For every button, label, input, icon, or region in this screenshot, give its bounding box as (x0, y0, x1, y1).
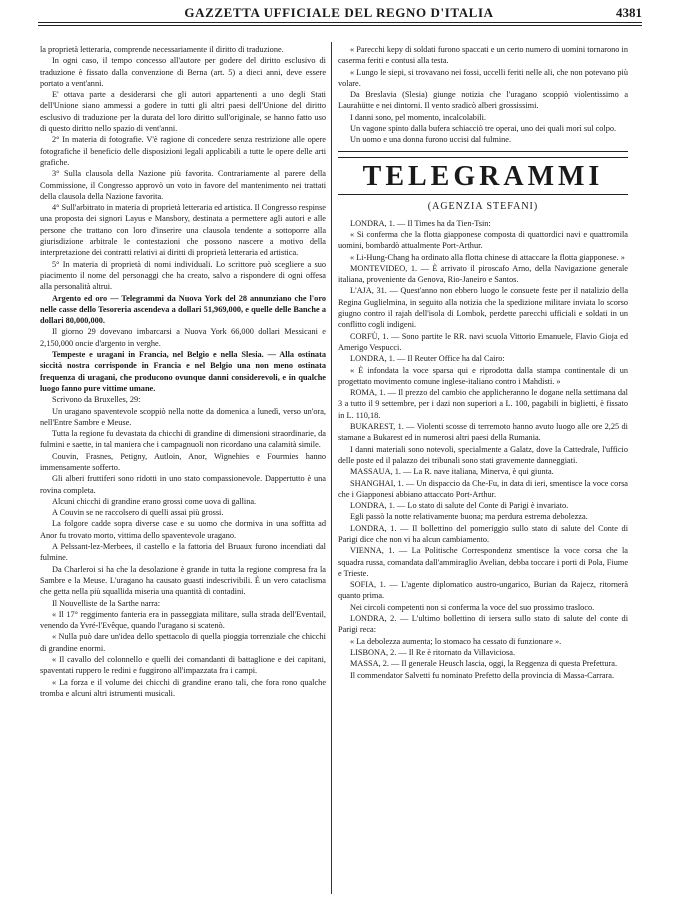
telegram-item: LONDRA, 1. — Il Times ha da Tien-Tsin: (350, 218, 491, 228)
left-column (40, 44, 326, 699)
telegram-item: VIENNA, 1. — La Politische Correspondenz smentisce la voce corsa che la squadra russa, comandata dall'ammiraglio Avelian, debba toccare i porti di Pola, Fiume e Trieste. (338, 546, 628, 578)
paragraph: E' ottava parte a desiderarsi che gli autori appartenenti a uno degli Stati dell'Unione siano ammessi a godere in tutti gli altri paesi dell'Unione del diritto esclusivo di traduzione per la durata del loro diritto sull'originale, se hanno fatto uso di questo diritto nello spazio di vent'anni. (40, 90, 326, 134)
telegram-item: Nei circoli competenti non si conferma la voce del suo prossimo traslocо. (350, 602, 595, 612)
paragraph: « Parecchi kepy di soldati furono spaccati e un certo numero di uomini tornarono in caserma feriti e contusi alla testa. (338, 45, 628, 66)
telegram-item: « Li-Hung-Chang ha ordinato alla flotta chinese di attaccare la flotta giapponese. » (350, 252, 625, 262)
paragraph: « Lungo le siepi, si trovavano nei fossi, uccelli feriti nelle ali, che non potevano più volare. (338, 67, 628, 88)
agency-label: (AGENZIA STEFANI) (427, 200, 539, 212)
paragraph: I danni sono, pel momento, incalcolabili. (350, 112, 486, 122)
telegram-item: SOFIA, 1. — L'agente diplomatico austro-ungarico, Burian da Rajecz, ritornerà quanto prima. (338, 580, 628, 601)
paragraph: la proprietà letteraria, comprende necessariamente il diritto di traduzione. (40, 45, 284, 54)
telegram-item: I danni materiali sono notevoli, specialmente a Galatz, dove la Cattedrale, l'ufficio delle poste ed il palazzo dei tribunali sono stati gravemente danneggiati. (338, 444, 628, 465)
page-number: 4381 (616, 5, 642, 20)
paragraph: A Couvin se ne raccolsero di quelli assai più grossi. (52, 508, 224, 518)
paragraph: Gli alberi fruttiferi sono ridotti in uno stato compassionevole. Dappertutto è una rovina completa. (40, 474, 326, 495)
telegram-item: LONDRA, 1. — Lo stato di salute del Conte di Parigi è invariato. (350, 501, 569, 511)
telegram-item: L'AJA, 31. — Quest'anno non ebbero luogo le consuete feste per il natalizio della Regina Guglielmina, in seguito alla notizia che la spedizione militare inviata lo scorso giugno contro il rajah dell'isola di Lombok, perdette parecchi ufficiali e soldati in un conflitto cogli indigeni. (338, 286, 628, 330)
telegram-item: BUKAREST, 1. — Violenti scosse di terremoto hanno avuto luogo alle ore 2,25 di stamane a Bukarest ed in numerosi altri paesi della Rumania. (338, 422, 628, 443)
paragraph: « La forza e il volume dei chicchi di grandine erano tali, che fora rono qualche tromba e alcuni altri istrumenti musicali. (40, 677, 326, 698)
paragraph: La folgore cadde sopra diverse case e su uomo che dormiva in una soffitta ad Anor fu trovato morto, vittima dello spaventevole uragano. (40, 519, 326, 540)
telegram-item: CORFÙ, 1. — Sono partite le RR. navi scuola Vittorio Emanuele, Flavio Gioja ed Amerigo Vespucci. (338, 331, 628, 352)
paragraph: 5° In materia di proprietà di nomi individuali. Lo scrittore può scegliere a suo piacimento il nome del personaggi che ha creato, salvo a rispondere di ogni offesa alla personalità altrui. (40, 259, 326, 292)
paragraph: 2° In materia di fotografie. V'è ragione di concedere senza restrizione alle opere fotografiche il beneficio delle disposizioni legali applicabili a tutte le opere delle arti grafiche. (40, 135, 326, 167)
telegram-item: LONDRA, 1. — Il bollettino del pomeriggio sullo stato di salute del Conte di Parigi dice che non vi ha alcun cambiamento. (338, 523, 628, 544)
telegram-item: LISBONA, 2. — Il Re è ritornato da Villaviciosa. (350, 647, 516, 657)
paragraph: « Il 17° reggimento fanteria era in passeggiata militare, sulla strada dell'Eventail, venendo da Yvré-l'Evêque, quando l'uragano si scatenò. (40, 609, 326, 631)
paragraph: 4° Sull'arbitrato in materia di proprietà letteraria ed artistica. Il Congresso respinse una proposta dei signori Layus e Mansbory, destinata a permettere agli autori e alle persone che trattano con loro d'inserire una clausola tendente a sottoporre alla giurisdizione arbitrale le contestazioni che possono nascere a motivo della interpretazione dei contratti relativi ai diritti di proprietà letteraria ed artistica. (40, 203, 326, 258)
paragraph: A Pelssant-lez-Merbees, il castello e la fattoria del Bruaux furono incendiati dal fulmine. (40, 542, 326, 563)
telegram-item: ROMA, 1. — Il prezzo del cambio che applicheranno le dogane nella settimana dal 3 a tutto il 9 settembre, per i dazi non superiori a L. 100, pagabili in biglietti, è fissato in L. 110,18. (338, 388, 628, 420)
paragraph: Da Charleroi si ha che la desolazione è grande in tutta la regione compresa fra la Sambre e la Meuse. L'uragano ha causato guasti indescrivibili. È un vero cataclisma che getta nella più squallida miseria una quantità di contadini. (40, 564, 326, 597)
header-rule-bottom (38, 25, 642, 26)
paragraph: Il giorno 29 dovevano imbarcarsi a Nuova York 66,000 dollari Messicani e 2,150,000 oncie d'argento in verghe. (40, 327, 326, 348)
paragraph: Un uragano spaventevole scoppiò nella notte da domenica a lunedì, verso un'ora, nell'Entre Sambre e Meuse. (40, 406, 326, 427)
telegram-item: Egli passò la notte relativamente buona; ma perdura estrema debolezza. (350, 512, 588, 522)
section-rule (338, 151, 628, 152)
telegram-item: MASSA, 2. — Il generale Heusch lascia, oggi, la Reggenza di questa Prefettura. (350, 659, 618, 669)
right-column (338, 44, 628, 681)
paragraph: Tutta la regione fu devastata da chicchi di grandine di dimensioni straordinarie, da fulmini e saette, in tal maniera che i campagnuoli non ricordano una calamità simile. (40, 429, 326, 450)
paragraph: In ogni caso, il tempo concesso all'autore per godere del diritto esclusivo di traduzione è fissato dalla convenzione di Berna (art. 5) a dieci anni, deve essere portato a vent'anni. (40, 56, 326, 88)
paragraph: Scrivono da Bruxelles, 29: (52, 395, 141, 405)
telegrammi-heading: TELEGRAMMI (362, 160, 604, 192)
paragraph: Da Breslavia (Slesia) giunge notizia che l'uragano scoppiò violentissimo a Laurahütte e nei dintorni. Il vento sradicò alberi grossissimi. (338, 90, 628, 111)
header-rule-top (38, 22, 642, 23)
telegram-item: « Si conferma che la flotta giapponese composta di quattordici navi e quattromila uomini, bombardò attualmente Port-Arthur. (338, 229, 628, 251)
telegram-item: Il commendator Salvetti fu nominato Prefetto della provincia di Massa-Carrara. (350, 670, 615, 680)
paragraph: 3° Sulla clausola della Nazione più favorita. Contrariamente al parere della Commissione, il Congresso approvò un voto in favore del mantenimento nei trattati della clausola della Nazione favorita. (40, 169, 326, 201)
telegrammi-rule-top (338, 157, 628, 158)
telegram-item: MASSAUA, 1. — La R. nave italiana, Minerva, è qui giunta. (350, 467, 554, 477)
section-heading-argento: Argento ed oro — Telegrammi da Nuova York del 28 annunziano che l'oro nelle casse dello Tesoreria ascendeva a dollari 51,969,000, e quelle delle Banche a dollari 80,000,000. (40, 293, 326, 326)
telegram-item: « È infondata la voce sparsa qui e riprodotta dalla stampa continentale di un progettato movimento comune inglese-italiano contro i Mahdisti. » (338, 365, 628, 386)
paragraph: Un uomo e una donna furono uccisi dal fulmine. (350, 135, 512, 145)
paragraph: « Il cavallo del colonnello e quelli dei comandanti di battaglione e dei capitani, spaventati ruppero le redini e fuggirono all'impazzata fra i campi. (40, 655, 326, 676)
telegram-item: « La debolezza aumenta; lo stomaco ha cessato di funzionare ». (350, 636, 562, 646)
paragraph: Couvin, Frasnes, Petigny, Autloin, Anor, Wignehies e Fourmies hanno immensamente sofferto. (40, 451, 326, 472)
paragraph: « Nulla può dare un'idea dello spettacolo di quella pioggia torrenziale che chicchi di grandine enormi. (40, 632, 326, 653)
telegram-item: SHANGHAI, 1. — Un dispaccio da Che-Fu, in data di ieri, smentisce la voce corsa che i Giapponesi abbiano attaccato Port-Arthur. (338, 478, 628, 499)
telegram-item: MONTEVIDEO, 1. — È arrivato il piroscafo Arno, della Navigazione generale italiana, proveniente da Genova, Rio-Janeiro e Santos. (338, 263, 628, 285)
newspaper-title: GAZZETTA UFFICIALE DEL REGNO D'ITALIA (184, 5, 494, 20)
column-divider (331, 42, 332, 894)
telegram-item: LONDRA, 1. — Il Reuter Office ha dal Cairo: (350, 354, 505, 364)
telegrammi-rule-bottom (338, 194, 628, 195)
paragraph: Il Nouvelliste de la Sarthe narra: (52, 598, 161, 608)
telegram-item: LONDRA, 2. — L'ultimo bollettino di iersera sullo stato di salute del conte di Parigi reca: (338, 614, 628, 635)
paragraph: Un vagone spinto dalla bufera schiacciò tre operai, uno dei quali morì sul colpo. (350, 124, 617, 134)
paragraph: Alcuni chicchi di grandine erano grossi come uova di gallina. (52, 496, 257, 506)
section-heading-tempeste: Tempeste e uragani in Francia, nel Belgio e nella Slesia. — Alla ostinata siccità nostra corrisponde in Francia e nel Belgio una non meno ostinata frequenza di uragani, che producono ovunque danni considerevoli, e in qualche luogo fanno pure vittime umane. (40, 350, 326, 393)
